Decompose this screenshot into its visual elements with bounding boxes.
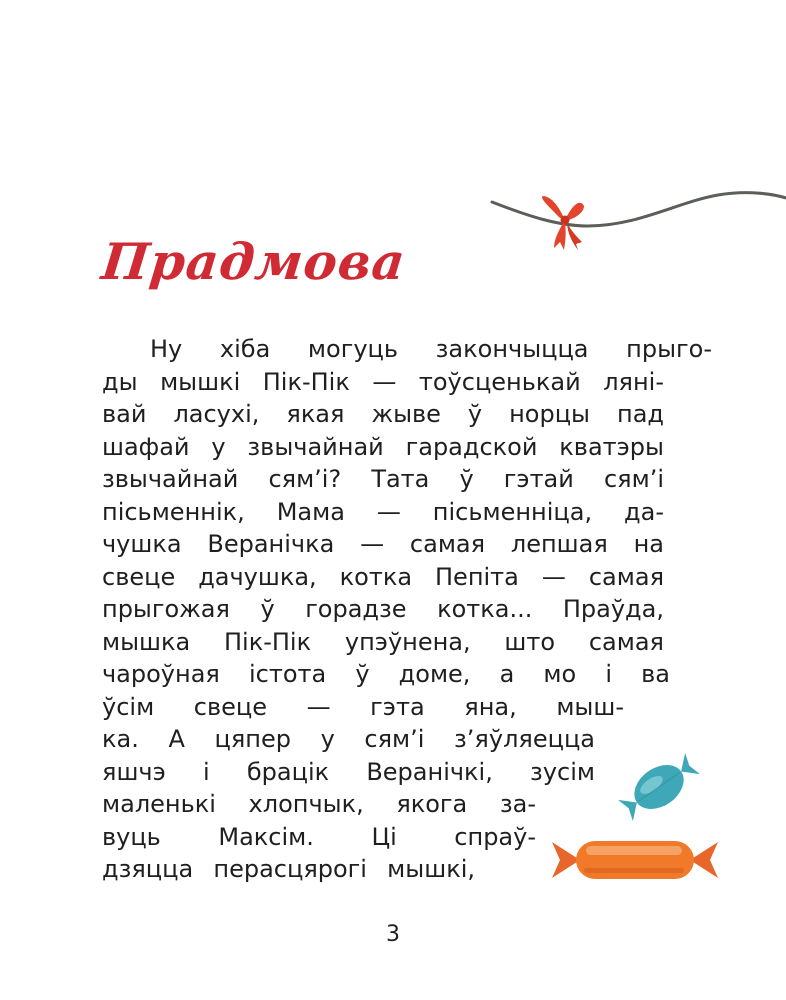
page-heading: Прадмова [98,232,409,291]
paragraph-line: дзяцца перасцярогі мышкі, [102,855,475,883]
page-number: 3 [386,922,400,947]
paragraph-line: ды мышкі Пік-Пік — тоўсценькай лянi- [102,367,664,396]
paragraph-line: пісьменнік, Мама — пісьменніца, да- [102,497,664,526]
blue-candy-illustration [616,742,702,832]
paragraph-line: чароўная істота ў доме, а мо і ва [102,660,670,688]
ribbon-with-bow-illustration [488,180,786,255]
paragraph-line: мышка Пік-Пік упэўнена, што самая [102,627,664,656]
paragraph-line: ка. А цяпер у сям’і з’яўляецца [102,725,595,753]
paragraph-line: вуць Максім. Ці спраў- [102,822,536,851]
paragraph-line: свеце дачушка, котка Пепіта — самая [102,562,664,591]
paragraph-line: шафай у звычайнай гарадской кватэры [102,432,664,461]
paragraph-line: чушка Веранічка — самая лепшая на [102,530,664,558]
orange-candy-illustration [550,832,720,888]
paragraph-line: ўсім свеце — гэта яна, мыш- [102,692,624,721]
red-bow-icon [542,196,584,250]
paragraph-line: яшчэ і брацік Веранічкі, зусім [102,757,595,786]
ribbon-line [492,193,786,226]
body-paragraph [102,333,712,886]
paragraph-line: вай ласухі, якая жыве ў норцы пад [102,400,664,428]
paragraph-line: прыгожая ў горадзе котка... Праўда, [102,595,664,623]
paragraph-line: звычайнай сям’і? Тата ў гэтай сям’і [102,465,664,493]
paragraph-line: маленькі хлопчык, якога за- [102,790,536,818]
paragraph-line: Ну хіба могуць закончыцца прыго- [150,335,712,363]
